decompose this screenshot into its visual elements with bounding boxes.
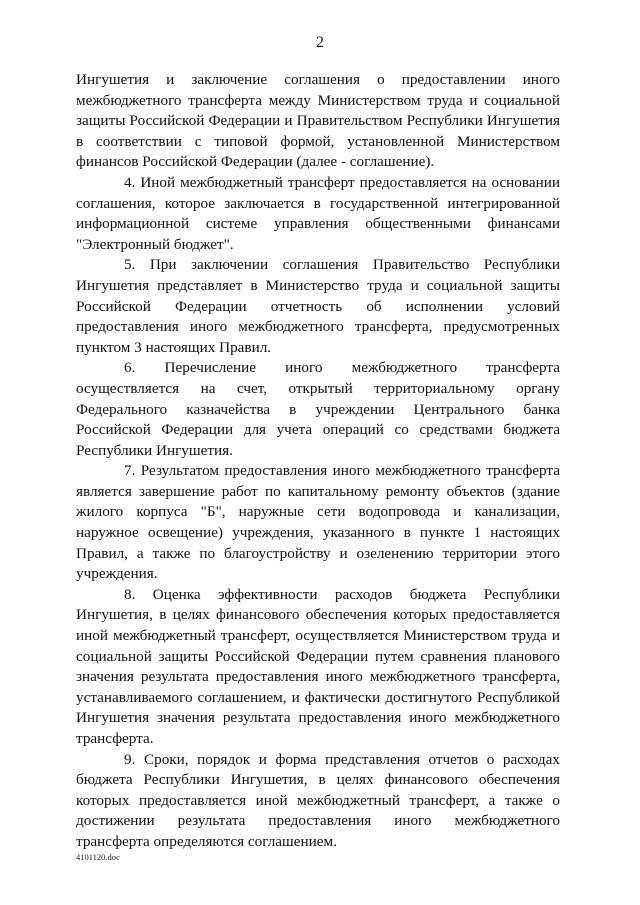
paragraph-item-7: 7. Результатом предоставления иного межбюджетного трансферта является завершение работ по капитальному ремонту объектов (здание жилого корпуса "Б", наружные сети водопровода и канализации, наружное освещение) учреждения, указанного в пункте 1 настоящих Правил, а также по благоустройству и озеленению территории этого учреждения. bbox=[76, 462, 560, 583]
document-file-code: 4101120.doc bbox=[76, 852, 120, 862]
page-number: 2 bbox=[316, 34, 324, 51]
paragraph-item-8: 8. Оценка эффективности расходов бюджета Республики Ингушетия, в целях финансового обеспечения которых предоставляется иной межбюджетный трансферт, осуществляется Министерством труда и социальной защиты Российской Федерации путем сравнения планового значения результата предоставления иного межбюджетного трансферта, устанавливаемого соглашением, и фактически достигнутого Республикой Ингушетия значения результата предоставления иного межбюджетного трансферта. bbox=[76, 585, 560, 747]
paragraph-item-6: 6. Перечисление иного межбюджетного трансферта осуществляется на счет, открытый территориальному органу Федерального казначейства в учреждении Центрального банка Российской Федерации для учета операций со средствами бюджета Республики Ингушетия. bbox=[76, 359, 560, 459]
paragraph-continuation: Ингушетия и заключение соглашения о предоставлении иного межбюджетного трансферта между Министерством труда и социальной защиты Российской Федерации и Правительством Республики Ингушетия в соответствии с типовой формой, установленной Министерством финансов Российской Федерации (далее - соглашение). bbox=[76, 71, 560, 171]
paragraph-item-5: 5. При заключении соглашения Правительство Республики Ингушетия представляет в Министерство труда и социальной защиты Российской Федерации отчетность об исполнении условий предоставления иного межбюджетного трансферта, предусмотренных пунктом 3 настоящих Правил. bbox=[76, 256, 560, 356]
paragraph-item-9: 9. Сроки, порядок и форма представления отчетов о расходах бюджета Республики Ингушетия, в целях финансового обеспечения которых предоставляется иной межбюджетный трансферт, а также о достижении результата предоставления иного межбюджетного трансферта определяются соглашением. bbox=[76, 750, 560, 850]
paragraph-item-4: 4. Иной межбюджетный трансферт предоставляется на основании соглашения, которое заключается в государственной интегрированной информационной системе управления общественными финансами "Электронный бюджет". bbox=[76, 173, 560, 253]
document-body bbox=[76, 70, 560, 853]
